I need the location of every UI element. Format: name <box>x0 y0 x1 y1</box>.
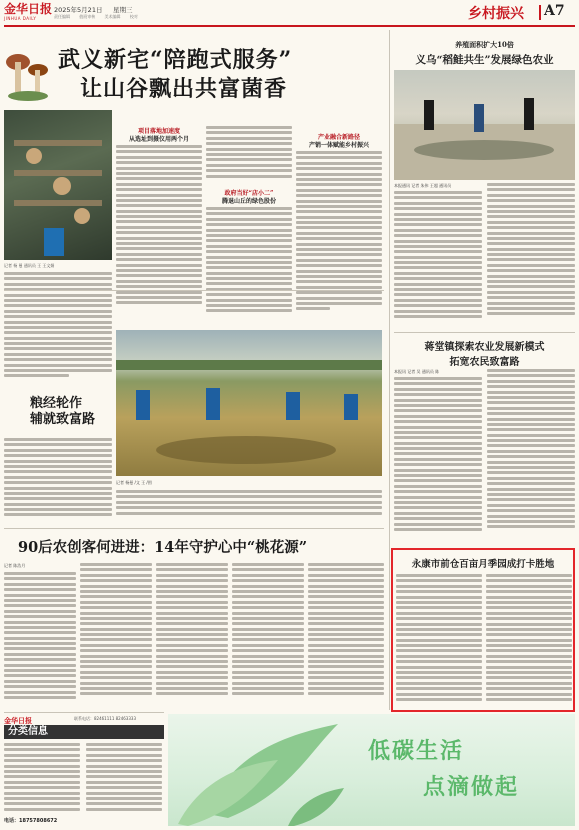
classified-title: 分类信息 <box>4 725 164 739</box>
issue-date: 2025年5月21日 <box>54 6 103 14</box>
lead-subhead-3b: 产销一体赋能乡村振兴 <box>308 142 369 149</box>
rotation-story <box>4 290 384 526</box>
fish-rice-headline: 义乌“稻鲑共生”发展绿色农业 <box>415 54 554 66</box>
classified-col2 <box>86 743 162 815</box>
logo-english: JINHUA DAILY <box>4 16 37 21</box>
newspaper-logo <box>4 2 54 22</box>
lead-subhead-3a: 产业融合新路径 <box>317 134 360 141</box>
yongkang-col1 <box>396 574 482 708</box>
section-title: 乡村振兴 <box>468 6 524 22</box>
fish-rice-col2 <box>487 183 575 325</box>
rotation-col1-text <box>4 438 112 522</box>
fish-rice-photo <box>394 70 575 180</box>
yongkang-story[interactable] <box>391 548 575 712</box>
lead-subhead-2b: 腾退山丘的绿色股份 <box>221 198 276 205</box>
yongkang-headline: 永康市前仓百亩月季园成打卡胜地 <box>411 559 555 570</box>
column-divider <box>389 30 390 710</box>
lead-subhead-2a: 政府当好“店小二” <box>224 190 274 197</box>
leaf-icon <box>168 714 358 826</box>
lead-headline-1: 武义新宅“陪跑式服务” <box>58 47 293 73</box>
fish-rice-byline: 本报通讯 记者 朱伟 王超 通讯员 <box>394 183 452 188</box>
lead-col3-text-a <box>206 126 292 186</box>
field-photo-caption: 记者 杨曼 /文 王 /图 <box>116 480 152 485</box>
fish-rice-story <box>394 30 575 330</box>
classified-col1 <box>4 743 80 815</box>
lead-photo-caption: 记者 杨 曼 通讯员 王 王文娟 <box>4 263 55 268</box>
masthead <box>0 0 579 24</box>
fish-rice-col1 <box>394 191 482 325</box>
jiangtang-story <box>394 332 575 542</box>
editor-line: 责任编辑 值班审核 美术编辑 校对 <box>54 14 138 19</box>
jiangtang-headline-1: 蒋堂镇探索农业发展新模式 <box>424 342 545 353</box>
farmer-col3 <box>156 563 228 706</box>
logo-text: 金华日报 <box>4 2 53 16</box>
farmer-col2 <box>80 563 152 706</box>
lead-photo-top <box>4 110 112 260</box>
lead-headline-2: 让山谷飘出共富菌香 <box>80 76 288 102</box>
section-divider <box>539 5 541 20</box>
jiangtang-col1 <box>394 377 482 537</box>
farmer-story <box>4 528 384 708</box>
farmer-byline: 记者 陈浩月 <box>4 563 26 568</box>
farmer-headline: 90后农创客何进进：14年守护心中“桃花源” <box>18 539 308 556</box>
story-divider <box>4 528 384 529</box>
rotation-headline-2: 辅就致富路 <box>30 412 96 427</box>
classified-footer: 电话：18757808672 <box>4 818 58 824</box>
green-ad <box>168 714 575 826</box>
classified-block <box>4 712 164 829</box>
mushroom-illustration <box>4 48 52 106</box>
classified-logo: 金华日报 <box>4 716 32 725</box>
rotation-col2-text <box>116 490 382 522</box>
lead-subhead-1b: 从选址到摄仪用两个月 <box>128 136 189 143</box>
page-number: A7 <box>544 3 565 19</box>
jiangtang-col2 <box>487 369 575 537</box>
lead-subhead-1a: 项目落地加速度 <box>137 128 180 135</box>
issue-weekday: 星期三 <box>113 6 133 14</box>
jiangtang-headline-2: 拓宽农民致富路 <box>449 357 520 368</box>
masthead-rule <box>4 25 575 27</box>
story-divider <box>4 290 384 291</box>
farmer-col1 <box>4 572 76 706</box>
jiangtang-byline: 本报讯 记者 吴 通讯员 陈 <box>394 369 440 374</box>
farmer-col4 <box>232 563 304 706</box>
ad-slogan-1: 低碳生活 <box>368 738 465 764</box>
field-photo <box>116 330 382 476</box>
yongkang-col2 <box>486 574 572 708</box>
fish-rice-kicker: 养殖面积扩大10倍 <box>455 40 514 49</box>
farmer-col5 <box>308 563 384 706</box>
rotation-headline-1: 粮经轮作 <box>30 396 83 411</box>
story-divider <box>394 332 575 333</box>
classified-phone: 联系电话：82461111 82463333 <box>74 716 136 721</box>
ad-slogan-2: 点滴做起 <box>423 774 520 800</box>
